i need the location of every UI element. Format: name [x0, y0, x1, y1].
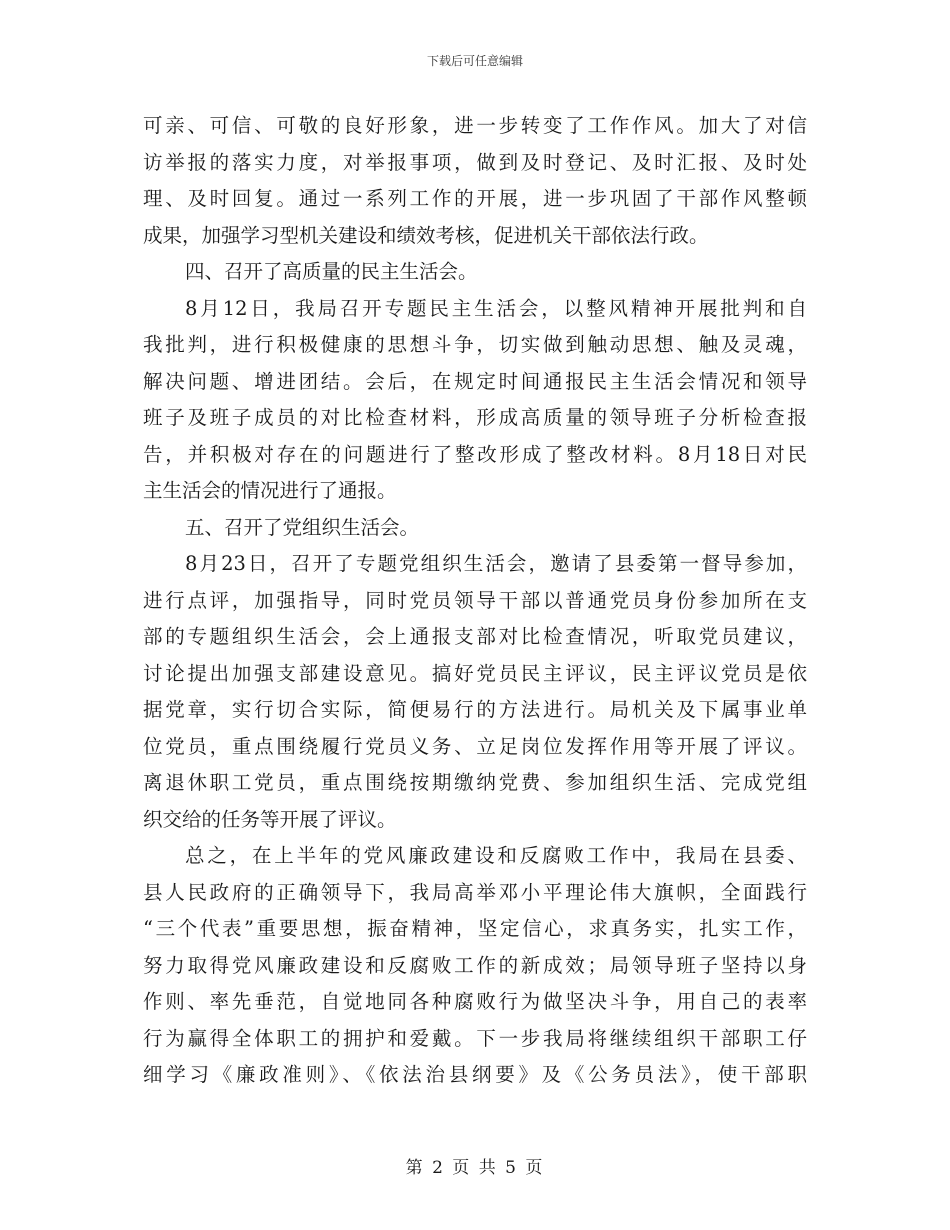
text-line: 细学习《廉政准则》、《依法治县纲要》及《公务员法》，使干部职	[143, 1063, 807, 1086]
text-line: “三个代表”重要思想，振奋精神，坚定信心，求真务实，扎实工作，	[143, 917, 807, 940]
text-line: 离退休职工党员，重点围绕按期缴纳党费、参加组织生活、完成党组	[143, 771, 807, 794]
text-line: 主生活会的情况进行了通报。	[143, 479, 397, 502]
text-line: 成果，加强学习型机关建设和绩效考核，促进机关干部依法行政。	[143, 223, 709, 247]
text-line: 县人民政府的正确领导下，我局高举邓小平理论伟大旗帜，全面践行	[143, 880, 807, 904]
document-body	[143, 108, 807, 1094]
text-line: 理、及时回复。通过一系列工作的开展，进一步巩固了干部作风整顿	[143, 187, 807, 210]
page-header: 下载后可任意编辑	[426, 54, 523, 68]
page-number-footer: 第 2 页 共 5 页	[405, 1158, 545, 1178]
text-line: 部的专题组织生活会，会上通报支部对比检查情况，听取党员建议，	[143, 625, 807, 648]
text-line: 据党章，实行切合实际，简便易行的方法进行。局机关及下属事业单	[143, 698, 807, 721]
text-line: 8月12日，我局召开专题民主生活会，以整风精神开展批判和自	[185, 296, 807, 320]
text-line: 我批判，进行积极健康的思想斗争，切实做到触动思想、触及灵魂，	[143, 333, 807, 356]
text-line: 讨论提出加强支部建设意见。搞好党员民主评议，民主评议党员是依	[143, 661, 807, 685]
text-line: 位党员，重点围绕履行党员义务、立足岗位发挥作用等开展了评议。	[143, 734, 807, 758]
text-line: 织交给的任务等开展了评议。	[143, 807, 397, 831]
text-line: 作则、率先垂范，自觉地同各种腐败行为做坚决斗争，用自己的表率	[143, 990, 807, 1013]
text-line: 五、召开了党组织生活会。	[185, 515, 420, 539]
text-line: 班子及班子成员的对比检查材料，形成高质量的领导班子分析检查报	[143, 406, 807, 429]
text-line: 可亲、可信、可敬的良好形象，进一步转变了工作作风。加大了对信	[143, 114, 807, 137]
text-line: 进行点评，加强指导，同时党员领导干部以普通党员身份参加所在支	[143, 588, 807, 612]
text-line: 8月23日，召开了专题党组织生活会，邀请了县委第一督导参加，	[185, 552, 807, 575]
text-line: 解决问题、增进团结。会后，在规定时间通报民主生活会情况和领导	[143, 369, 807, 393]
text-line: 行为赢得全体职工的拥护和爱戴。下一步我局将继续组织干部职工仔	[143, 1026, 807, 1050]
text-line: 告，并积极对存在的问题进行了整改形成了整改材料。8月18日对民	[143, 442, 807, 466]
text-line: 努力取得党风廉政建设和反腐败工作的新成效；局领导班子坚持以身	[143, 953, 807, 977]
text-line: 总之，在上半年的党风廉政建设和反腐败工作中，我局在县委、	[185, 844, 807, 867]
text-line: 访举报的落实力度，对举报事项，做到及时登记、及时汇报、及时处	[143, 150, 807, 174]
text-line: 四、召开了高质量的民主生活会。	[185, 260, 478, 283]
